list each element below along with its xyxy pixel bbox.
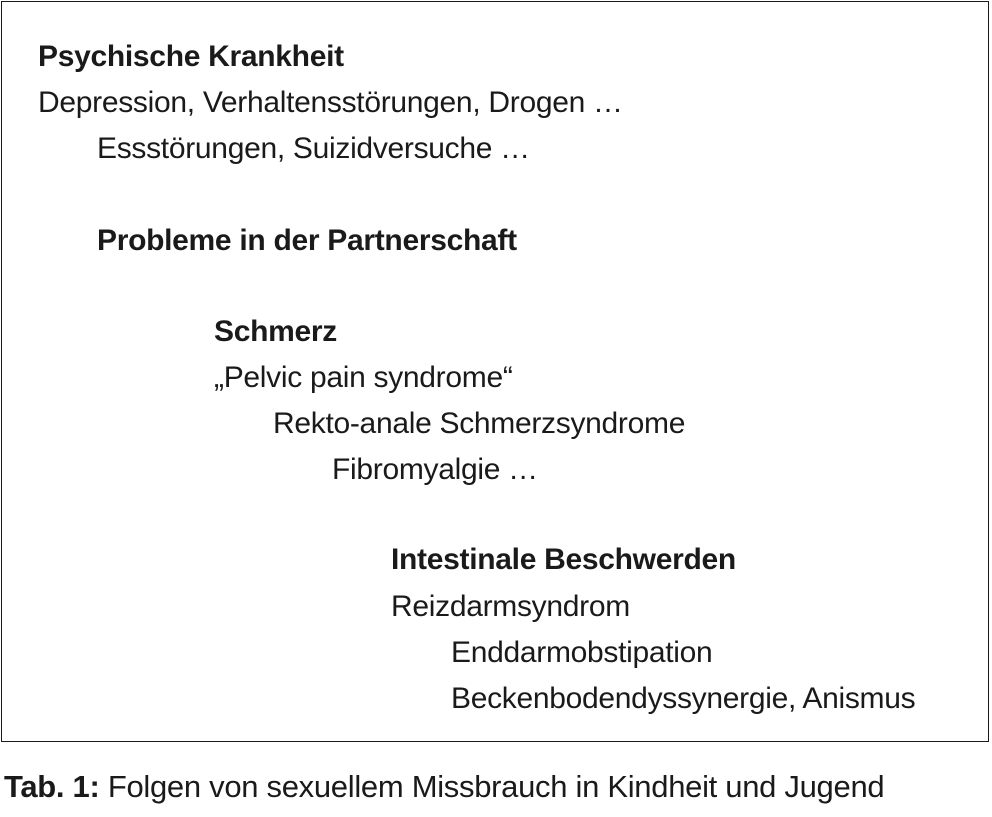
list-item: Reizdarmsyndrom (391, 590, 630, 623)
list-item: „Pelvic pain syndrome“ (214, 361, 513, 394)
group-heading-psychische-krankheit: Psychische Krankheit (38, 40, 344, 73)
list-item: Essstörungen, Suizidversuche … (97, 132, 530, 165)
list-item: Fibromyalgie … (332, 453, 538, 486)
list-item: Depression, Verhaltensstörungen, Drogen … (38, 86, 623, 119)
group-heading-partnerschaft: Probleme in der Partnerschaft (97, 224, 517, 257)
caption-text: Folgen von sexuellem Missbrauch in Kindheit und Jugend (99, 769, 885, 804)
table-caption (4, 768, 884, 806)
list-item: Rekto-anale Schmerzsyndrome (273, 407, 686, 440)
list-item: Enddarmobstipation (451, 636, 713, 669)
caption-label: Tab. 1: (4, 769, 100, 804)
table-frame (1, 1, 989, 742)
group-heading-schmerz: Schmerz (214, 315, 337, 348)
list-item: Beckenbodendyssynergie, Anismus (451, 682, 916, 715)
group-heading-intestinale-beschwerden: Intestinale Beschwerden (391, 543, 736, 576)
